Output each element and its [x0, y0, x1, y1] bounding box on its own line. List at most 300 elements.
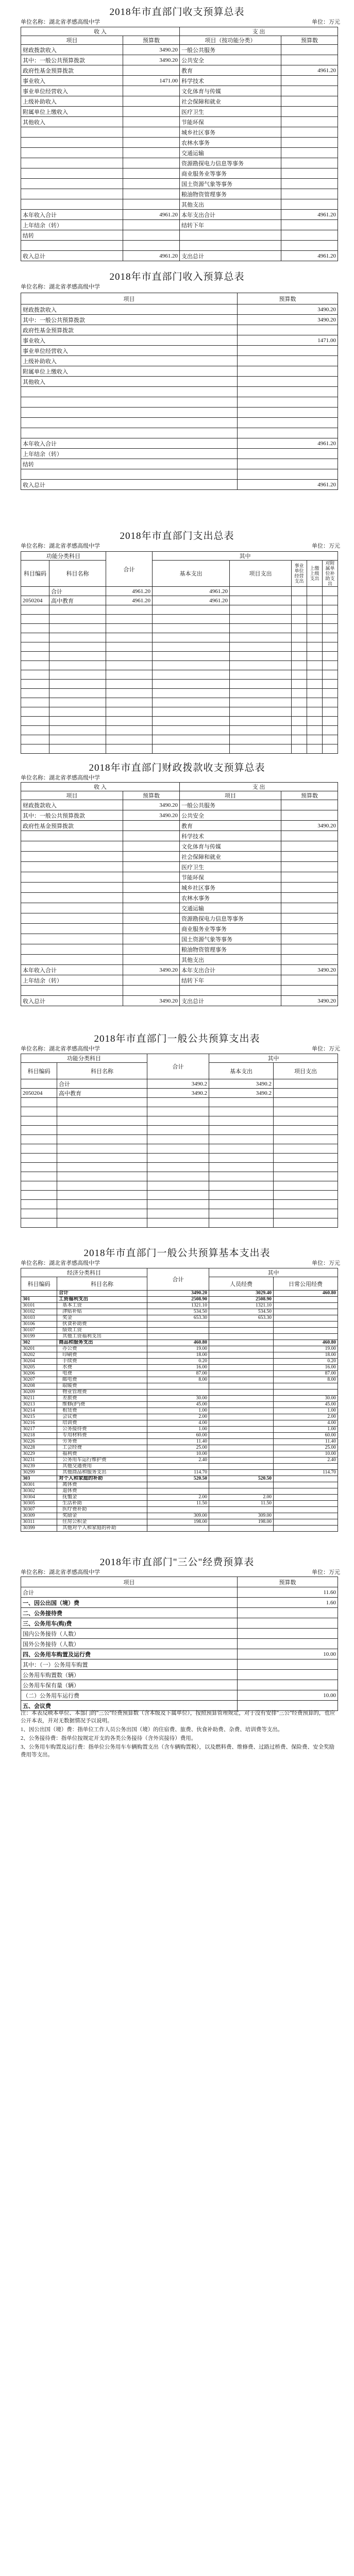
empty-cell: [292, 642, 307, 652]
table-row: [21, 821, 338, 831]
empty-cell: [274, 1209, 338, 1218]
empty-cell: [153, 726, 230, 735]
table-row: [21, 996, 338, 1006]
subject-code: 30301: [21, 1482, 57, 1488]
table-row-empty: [21, 670, 338, 680]
subject-name: 奖金: [57, 1315, 147, 1321]
table-row: [21, 1501, 338, 1507]
table-row: [21, 1495, 338, 1501]
subject-name: 公务接待费: [57, 1427, 147, 1433]
empty-cell: [323, 661, 338, 670]
empty-cell: [230, 689, 292, 698]
subject-code: 30202: [21, 1352, 57, 1359]
table-row: [21, 1420, 338, 1427]
expense-item: 城乡社区事务: [180, 883, 281, 893]
s5-h-basic: 基本支出: [209, 1063, 274, 1079]
s3-body: [21, 587, 338, 754]
table-row: [21, 1291, 338, 1297]
table-row-empty: [21, 735, 338, 744]
s6-title: 2018年市直部门一般公共预算基本支出表: [83, 1248, 271, 1259]
expense-value: [281, 831, 338, 841]
total-value: 1.00: [147, 1408, 209, 1414]
total-value: 4961.20: [106, 587, 153, 596]
note-paragraph: 1、因公出国（境）费：指单位工作人员公务出国（境）的住宿费、旅费、伙食补助费、杂费、培训费等支出。: [21, 1727, 283, 1733]
row-value: [238, 469, 338, 480]
table-row: [21, 965, 338, 975]
s2-title: 2018年市直部门收入预算总表: [109, 272, 245, 282]
table-row: [21, 1680, 338, 1690]
empty-cell: [307, 670, 323, 680]
empty-cell: [21, 717, 49, 726]
income-item: 上年结余（转）: [21, 220, 123, 230]
public-value: [274, 1309, 338, 1315]
empty-cell: [106, 707, 153, 717]
expense-item: 国土资源气象等事务: [180, 179, 281, 189]
empty-cell: [292, 652, 307, 661]
expense-value: [281, 800, 338, 810]
personnel-value: [209, 1433, 274, 1439]
income-value: [123, 872, 180, 883]
s6-h-code: 科目编码: [21, 1277, 57, 1291]
row-value: [238, 1618, 338, 1629]
empty-cell: [230, 717, 292, 726]
s6-h-econ: 经济分类科目: [21, 1268, 147, 1277]
total-value: 30.00: [147, 1396, 209, 1402]
table-row: [21, 1309, 338, 1315]
expense-item: [180, 230, 281, 241]
total-value: 25.00: [147, 1445, 209, 1451]
personnel-value: [209, 1414, 274, 1420]
subject-name: 绩效工资: [57, 1328, 147, 1334]
empty-cell: [21, 1200, 57, 1209]
table-row-empty: [21, 1163, 338, 1172]
row-item: 上级补助收入: [21, 356, 238, 366]
expense-value: [281, 148, 338, 158]
personnel-value: [209, 1377, 274, 1383]
income-value: [123, 86, 180, 96]
income-value: [123, 883, 180, 893]
row-value: 11.60: [238, 1587, 338, 1598]
empty-cell: [230, 661, 292, 670]
public-value: [274, 1526, 338, 1532]
subject-code: 30207: [21, 1377, 57, 1383]
table-row: [21, 325, 338, 335]
empty-cell: [307, 587, 323, 596]
personnel-value: [209, 1383, 274, 1389]
subject-name: 物业管理费: [57, 1389, 147, 1396]
subject-code: 2050204: [21, 596, 49, 605]
public-value: [274, 1482, 338, 1488]
table-row: [21, 1618, 338, 1629]
expense-value: 3490.20: [281, 965, 338, 975]
s7-h-budget: 预算数: [238, 1577, 338, 1587]
empty-cell: [21, 707, 49, 717]
table-row: [21, 1670, 338, 1680]
subject-code: 30205: [21, 1365, 57, 1371]
total-value: 520.50: [147, 1476, 209, 1482]
empty-cell: [57, 1154, 147, 1163]
income-value: [123, 893, 180, 903]
empty-cell: [21, 642, 49, 652]
note-paragraph: 2、公务接待费：指单位按规定开支的各类公务接待（含外宾接待）费用。: [21, 1736, 197, 1741]
s6-h-sub: 其中: [209, 1268, 338, 1277]
subject-name: 工会经费: [57, 1445, 147, 1451]
subject-name: 基本工资: [57, 1303, 147, 1309]
subject-name: 退休费: [57, 1488, 147, 1495]
subject-code: 30103: [21, 1315, 57, 1321]
row-item: 附属单位上缴收入: [21, 366, 238, 377]
empty-cell: [292, 587, 307, 596]
s3-h-c1: 事业单位经营支出: [292, 561, 307, 587]
table-row: [21, 55, 338, 65]
income-value: [123, 138, 180, 148]
total-value: 114.70: [147, 1470, 209, 1476]
empty-cell: [274, 1098, 338, 1107]
income-item: [21, 955, 123, 965]
income-item: [21, 852, 123, 862]
empty-cell: [230, 615, 292, 624]
public-value: 2.00: [274, 1414, 338, 1420]
empty-cell: [147, 1163, 209, 1172]
empty-cell: [209, 1107, 274, 1116]
expense-value: [281, 127, 338, 138]
subject-name: 医疗费补助: [57, 1507, 147, 1513]
empty-cell: [307, 735, 323, 744]
empty-cell: [57, 1116, 147, 1126]
empty-cell: [292, 726, 307, 735]
empty-cell: [323, 717, 338, 726]
subject-code: 30199: [21, 1334, 57, 1340]
table-row: [21, 1608, 338, 1618]
row-value: 10.00: [238, 1649, 338, 1659]
row-value: [238, 397, 338, 408]
income-value: [123, 841, 180, 852]
empty-cell: [323, 670, 338, 680]
expense-value: [281, 241, 338, 251]
row-item: 其中：（一）公务用车购置: [21, 1659, 238, 1670]
row-value: 10.00: [238, 1690, 338, 1701]
table-row-empty: [21, 1107, 338, 1116]
public-value: 2.40: [274, 1458, 338, 1464]
income-item: [21, 913, 123, 924]
personnel-value: [209, 1352, 274, 1359]
s3-h-total: 合计: [106, 552, 153, 587]
personnel-value: 1321.10: [209, 1303, 274, 1309]
empty-cell: [230, 680, 292, 689]
empty-cell: [274, 1144, 338, 1154]
personnel-value: [209, 1408, 274, 1414]
s7-unit-name: 单位名称：湖北省孝感高级中学: [21, 1569, 100, 1575]
personnel-value: 11.50: [209, 1501, 274, 1507]
total-value: 534.50: [147, 1309, 209, 1315]
personnel-value: [209, 1451, 274, 1458]
income-item: 财政拨款收入: [21, 45, 123, 55]
public-value: 114.70: [274, 1470, 338, 1476]
expense-value: [281, 862, 338, 872]
empty-cell: [209, 1218, 274, 1228]
row-item: 事业收入: [21, 335, 238, 346]
total-value: 3490.2: [147, 1089, 209, 1098]
empty-cell: [323, 680, 338, 689]
empty-cell: [323, 689, 338, 698]
s7-notes: [21, 1709, 338, 1760]
s6-table: [21, 1268, 338, 1532]
table-row: [21, 346, 338, 356]
subject-code: 30216: [21, 1420, 57, 1427]
table-row: [21, 1427, 338, 1433]
total-value: 1.00: [147, 1427, 209, 1433]
public-value: [274, 1513, 338, 1519]
row-value: 4961.20: [238, 438, 338, 449]
table-row: [21, 1639, 338, 1649]
subject-name: 工资福利支出: [57, 1297, 147, 1303]
row-item: 其他收入: [21, 377, 238, 387]
row-item: 合计: [21, 1587, 238, 1598]
expense-item: 文化体育与传媒: [180, 86, 281, 96]
subject-name: 商品和服务支出: [57, 1340, 147, 1346]
empty-cell: [323, 596, 338, 605]
personnel-value: [209, 1439, 274, 1445]
subject-code: 30213: [21, 1402, 57, 1408]
expense-item: 资源勘探电力信息等事务: [180, 158, 281, 168]
subject-code: 303: [21, 1476, 57, 1482]
expense-value: [281, 893, 338, 903]
empty-cell: [307, 698, 323, 707]
income-value: [123, 862, 180, 872]
empty-cell: [230, 670, 292, 680]
empty-cell: [323, 624, 338, 633]
empty-cell: [49, 670, 106, 680]
table-row: [21, 65, 338, 76]
s4-h-expense: 支 出: [180, 783, 338, 791]
table-row: [21, 1396, 338, 1402]
income-value: [123, 955, 180, 965]
expense-value: [281, 199, 338, 210]
table-row: [21, 1488, 338, 1495]
subject-code: 30399: [21, 1526, 57, 1532]
table-row: [21, 335, 338, 346]
subject-code: 30231: [21, 1458, 57, 1464]
empty-cell: [323, 615, 338, 624]
empty-cell: [147, 1144, 209, 1154]
total-value: 2.40: [147, 1458, 209, 1464]
basic-value: 3490.2: [209, 1079, 274, 1089]
income-value: [123, 903, 180, 913]
income-item: 政府性基金预算拨款: [21, 821, 123, 831]
empty-cell: [106, 605, 153, 615]
total-value: [147, 1321, 209, 1328]
row-item: 四、公务用车购置及运行费: [21, 1649, 238, 1659]
table-row: [21, 1079, 338, 1089]
personnel-value: 520.50: [209, 1476, 274, 1482]
empty-cell: [147, 1209, 209, 1218]
income-value: [123, 220, 180, 230]
table-row-empty: [21, 1126, 338, 1135]
empty-cell: [292, 689, 307, 698]
personnel-value: [209, 1328, 274, 1334]
table-row-empty: [21, 1209, 338, 1218]
expense-item: 农林水事务: [180, 893, 281, 903]
s6-unit-name: 单位名称：湖北省孝感高级中学: [21, 1260, 100, 1266]
s3-h-c2: 上缴上级支出: [307, 561, 323, 587]
empty-cell: [57, 1181, 147, 1191]
income-value: [123, 127, 180, 138]
expense-value: [281, 934, 338, 944]
empty-cell: [274, 1116, 338, 1126]
table-row: [21, 1315, 338, 1321]
public-value: 10.00: [274, 1451, 338, 1458]
subject-name: 生活补助: [57, 1501, 147, 1507]
table-row: [21, 831, 338, 841]
empty-cell: [21, 1181, 57, 1191]
table-row: [21, 1513, 338, 1519]
empty-cell: [307, 633, 323, 642]
personnel-value: [209, 1427, 274, 1433]
empty-cell: [106, 633, 153, 642]
table-row: [21, 1482, 338, 1488]
table-row: [21, 1526, 338, 1532]
table-row: [21, 45, 338, 55]
s3-h-code: 科目编码: [21, 561, 49, 587]
empty-cell: [57, 1107, 147, 1116]
s5-body: [21, 1079, 338, 1228]
empty-cell: [153, 633, 230, 642]
total-value: [147, 1328, 209, 1334]
empty-cell: [209, 1126, 274, 1135]
expense-value: [281, 158, 338, 168]
table-row: [21, 438, 338, 449]
income-value: 4961.20: [123, 251, 180, 261]
empty-cell: [323, 707, 338, 717]
table-row: [21, 1519, 338, 1526]
empty-cell: [209, 1172, 274, 1181]
basic-value: 3490.2: [209, 1089, 274, 1098]
empty-cell: [57, 1126, 147, 1135]
empty-cell: [49, 680, 106, 689]
subject-name: 高中教育: [49, 596, 106, 605]
table-row: [21, 934, 338, 944]
income-item: [21, 148, 123, 158]
empty-cell: [230, 698, 292, 707]
subject-code: 30214: [21, 1408, 57, 1414]
subject-name: 住房公积金: [57, 1519, 147, 1526]
personnel-value: 3029.40: [209, 1291, 274, 1297]
table-row: [21, 1433, 338, 1439]
public-value: 60.00: [274, 1433, 338, 1439]
public-value: 0.20: [274, 1359, 338, 1365]
income-item: [21, 199, 123, 210]
row-value: 1471.00: [238, 335, 338, 346]
total-value: [147, 1488, 209, 1495]
subject-name: 专用材料费: [57, 1433, 147, 1439]
subject-name: 高中教育: [57, 1089, 147, 1098]
s2-meta: [21, 282, 340, 291]
expense-value: [281, 841, 338, 852]
empty-cell: [21, 1107, 57, 1116]
public-value: [274, 1328, 338, 1334]
empty-cell: [21, 1126, 57, 1135]
income-item: [21, 241, 123, 251]
table-row: [21, 189, 338, 199]
table-row: [21, 356, 338, 366]
empty-cell: [153, 744, 230, 754]
table-row: [21, 1439, 338, 1445]
income-item: 本年收入合计: [21, 965, 123, 975]
empty-cell: [21, 605, 49, 615]
row-value: [238, 325, 338, 335]
empty-cell: [153, 735, 230, 744]
table-row: [21, 975, 338, 986]
empty-cell: [106, 698, 153, 707]
s6-h-total: 合计: [147, 1268, 209, 1291]
empty-cell: [21, 1135, 57, 1144]
table-row: [21, 230, 338, 241]
project-value: [230, 596, 292, 605]
empty-cell: [106, 615, 153, 624]
subject-code: 30302: [21, 1488, 57, 1495]
public-value: [274, 1303, 338, 1309]
table-row-empty: [21, 726, 338, 735]
table-row: [21, 893, 338, 903]
empty-cell: [147, 1098, 209, 1107]
total-value: 60.00: [147, 1433, 209, 1439]
subject-name: 其他商品和服务支出: [57, 1470, 147, 1476]
subject-code: 30107: [21, 1328, 57, 1334]
empty-cell: [106, 726, 153, 735]
project-value: [230, 587, 292, 596]
row-item: 收入总计: [21, 480, 238, 490]
note-paragraph: 3、公务用车购置及运行费：指单位公务用车车辆购置支出（含车辆购置税），以及燃料费、维修费、过路过桥费、保险费、安全奖励费用等支出。: [21, 1744, 334, 1758]
row-value: [238, 1670, 338, 1680]
subject-name: 劳务费: [57, 1439, 147, 1445]
income-value: [123, 189, 180, 199]
expense-item: 结转下年: [180, 975, 281, 986]
project-value: [274, 1079, 338, 1089]
empty-cell: [106, 652, 153, 661]
subject-name: 办公费: [57, 1346, 147, 1352]
empty-cell: [21, 735, 49, 744]
income-item: [21, 179, 123, 189]
empty-cell: [274, 1218, 338, 1228]
row-value: [238, 366, 338, 377]
s5-h-name: 科目名称: [57, 1063, 147, 1079]
expense-item: 结转下年: [180, 220, 281, 230]
subject-code: 30215: [21, 1414, 57, 1420]
income-value: [123, 831, 180, 841]
total-value: 1321.10: [147, 1303, 209, 1309]
empty-cell: [292, 661, 307, 670]
row-item: [21, 387, 238, 397]
table-row: [21, 862, 338, 872]
s1-h-expense: 支 出: [180, 27, 338, 36]
empty-cell: [153, 689, 230, 698]
table-row: [21, 469, 338, 480]
row-item: 结转: [21, 459, 238, 469]
expense-item: 医疗卫生: [180, 862, 281, 872]
s7-meta: [21, 1568, 340, 1576]
empty-cell: [209, 1191, 274, 1200]
table-row-empty: [21, 642, 338, 652]
expense-value: [281, 45, 338, 55]
table-row-empty: [21, 1200, 338, 1209]
table-row: [21, 1629, 338, 1639]
empty-cell: [57, 1098, 147, 1107]
personnel-value: [209, 1482, 274, 1488]
table-row: [21, 1659, 338, 1670]
expense-value: [281, 913, 338, 924]
table-row: [21, 107, 338, 117]
income-item: 政府性基金预算拨款: [21, 65, 123, 76]
